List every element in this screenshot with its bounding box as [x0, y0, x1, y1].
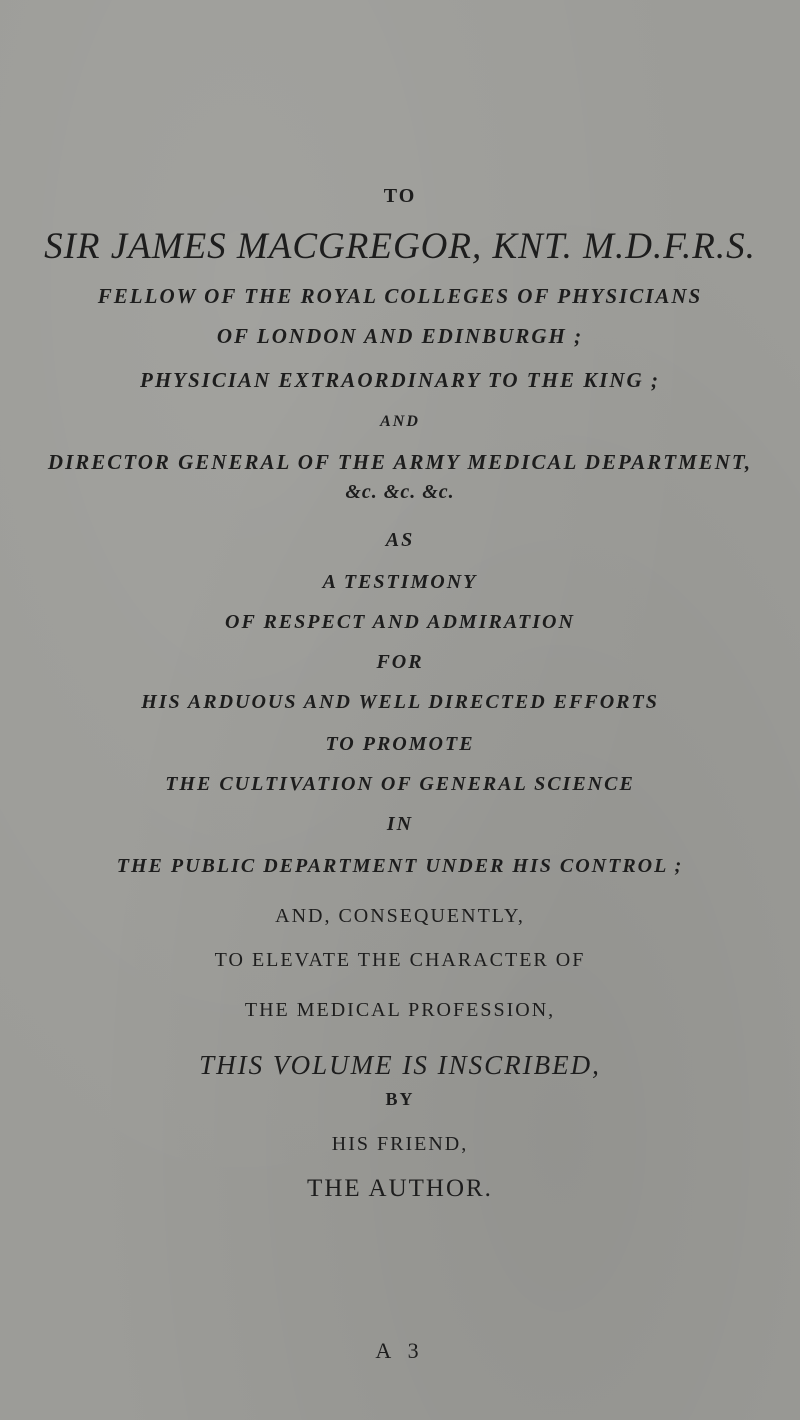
promote-line: TO PROMOTE	[325, 733, 475, 755]
efforts-line: HIS ARDUOUS AND WELL DIRECTED EFFORTS	[141, 691, 659, 713]
consequently-line: AND, CONSEQUENTLY,	[275, 905, 525, 927]
physician-line: PHYSICIAN EXTRAORDINARY TO THE KING ;	[140, 368, 660, 392]
london-edinburgh-line: OF LONDON AND EDINBURGH ;	[216, 324, 584, 348]
author-line: THE AUTHOR.	[307, 1175, 493, 1202]
fellow-line: FELLOW OF THE ROYAL COLLEGES OF PHYSICIANS	[97, 284, 703, 308]
etc-line: &c. &c. &c.	[345, 481, 455, 503]
in-line: IN	[386, 813, 414, 835]
respect-line: OF RESPECT AND ADMIRATION	[225, 611, 575, 633]
profession-line: THE MEDICAL PROFESSION,	[244, 999, 556, 1021]
signature-mark: A 3	[375, 1338, 425, 1363]
and-line: AND	[380, 413, 420, 430]
for-line: FOR	[376, 651, 424, 673]
dedication-to: TO	[383, 185, 417, 207]
inscribed-line: THIS VOLUME IS INSCRIBED,	[199, 1050, 601, 1080]
by-line: BY	[385, 1089, 415, 1109]
cultivation-line: THE CULTIVATION OF GENERAL SCIENCE	[165, 773, 635, 795]
as-line: AS	[385, 529, 415, 551]
testimony-line: A TESTIMONY	[322, 571, 478, 593]
dedicatee-name: SIR JAMES MACGREGOR, KNT. M.D.F.R.S.	[44, 226, 756, 267]
public-department-line: THE PUBLIC DEPARTMENT UNDER HIS CONTROL ;	[116, 855, 684, 877]
elevate-line: TO ELEVATE THE CHARACTER OF	[214, 949, 586, 971]
director-line: DIRECTOR GENERAL OF THE ARMY MEDICAL DEPARTMENT,	[47, 450, 753, 474]
friend-line: HIS FRIEND,	[331, 1133, 469, 1155]
